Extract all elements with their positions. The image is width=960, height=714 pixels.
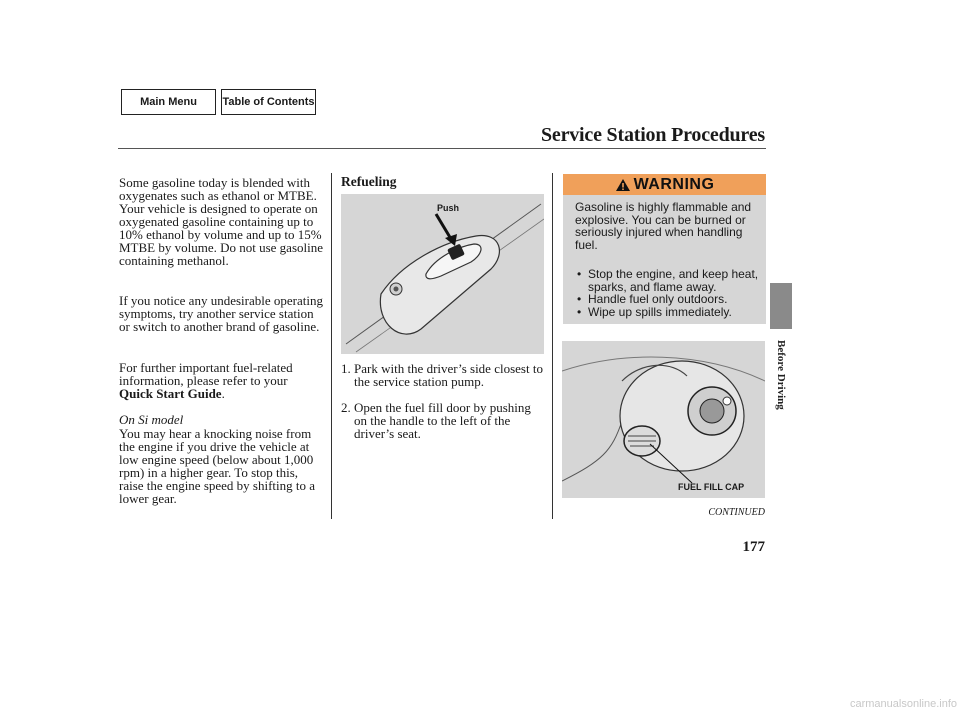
- warning-box: [563, 174, 766, 324]
- list-item: • Stop the engine, and keep heat, sparks, and flame away.: [575, 268, 763, 293]
- paragraph-quick-start: [119, 361, 324, 400]
- warning-list: [575, 268, 763, 318]
- warning-header: [563, 174, 766, 195]
- paragraph-oxygenates: Some gasoline today is blended with oxygenates such as ethanol or MTBE. Your vehicle is designed to operate on oxygenated gasoline containing up to 10% ethanol by volume and up to 15% MTBE by volume. Do not use gasoline containing methanol.: [119, 175, 324, 268]
- quick-start-prefix: For further important fuel-related information, please refer to your: [119, 360, 293, 388]
- section-tab-marker: [770, 283, 792, 329]
- section-side-label: Before Driving: [775, 340, 787, 410]
- step-number: 2.: [341, 400, 351, 415]
- step-text: Park with the driver’s side closest to the service station pump.: [354, 361, 543, 389]
- fuel-door-release-illustration: [341, 194, 544, 354]
- column-divider-2: [552, 173, 553, 519]
- refueling-step-1: [341, 362, 546, 388]
- refueling-heading: Refueling: [341, 174, 397, 189]
- page-number: 177: [742, 539, 765, 555]
- step-text: Open the fuel fill door by pushing on the handle to the left of the driver’s seat.: [354, 400, 531, 441]
- title-divider: [118, 148, 766, 149]
- fuel-door-release-figure: [341, 194, 544, 354]
- model-note: On Si model: [119, 412, 184, 427]
- list-item: • Handle fuel only outdoors.: [575, 293, 763, 306]
- quick-start-suffix: .: [221, 386, 225, 401]
- warning-triangle-icon: [615, 178, 631, 192]
- main-menu-button[interactable]: Main Menu: [121, 89, 216, 115]
- quick-start-guide-link: Quick Start Guide: [119, 386, 222, 401]
- push-label: Push: [437, 203, 460, 213]
- list-item: • Wipe up spills immediately.: [575, 306, 763, 319]
- fuel-fill-cap-illustration: [562, 341, 765, 498]
- page-title: Service Station Procedures: [540, 124, 765, 146]
- paragraph-knocking: You may hear a knocking noise from the engine if you drive the vehicle at low engine speed (below about 1,000 rpm) in a higher gear. To stop this, raise the engine speed by shifting to a lower gear.: [119, 426, 316, 506]
- column-divider-1: [331, 173, 332, 519]
- continued-note: CONTINUED: [708, 507, 765, 518]
- refueling-step-2: [341, 401, 546, 440]
- fuel-fill-cap-figure: [562, 341, 765, 498]
- table-of-contents-button[interactable]: Table of Contents: [221, 89, 316, 115]
- warning-text: Gasoline is highly flammable and explosive. You can be burned or seriously injured when handling fuel.: [575, 200, 752, 252]
- watermark: carmanualsonline.info: [849, 698, 957, 710]
- step-number: 1.: [341, 361, 351, 376]
- paragraph-symptoms: If you notice any undesirable operating symptoms, try another service station or switch to another brand of gasoline.: [119, 293, 323, 334]
- fuel-fill-cap-label: FUEL FILL CAP: [678, 482, 745, 492]
- warning-title: WARNING: [633, 175, 715, 193]
